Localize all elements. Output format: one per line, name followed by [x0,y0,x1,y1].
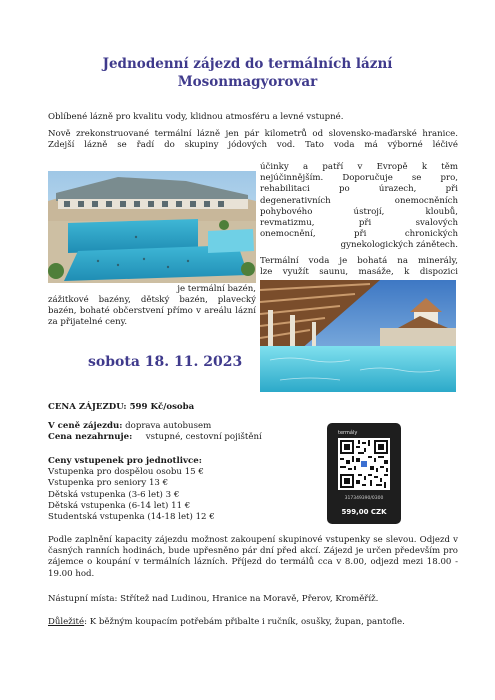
qr-account-number: 317349390/0300 [344,496,384,501]
title-line-1: Jednodenní zájezd do termálních lázní [102,56,393,72]
spa-indoor-image [260,280,456,392]
included-line [48,421,211,432]
price-value: 599 Kč/osoba [129,402,195,412]
qr-code [338,438,390,490]
spa-photo-outdoor [48,171,256,283]
important-text: : K běžným koupacím potřebám přibalte i ručník, osušky, župan, pantofle. [84,617,405,627]
ticket-item: Dětská vstupenka (3-6 let) 3 € [48,489,180,500]
important-label: Důležité [48,617,85,627]
ticket-item: Dětská vstupenka (6-14 let) 11 € [48,500,191,511]
included-value: doprava autobusem [125,421,212,431]
para2-line-2: rehabilitaci po úrazech, při [260,184,458,195]
qr-amount: 599,00 CZK [341,508,387,516]
price-label: CENA ZÁJEZDU: [48,402,127,412]
para2-text: Nově zrekonstruované termální lázně jen pár kilometrů od slovensko-maďarské hranice. Zdejší lázně se řadí do skupiny jódových vod. Tato voda má výborné léčivé [48,129,458,151]
intro-text: Oblíbené lázně pro kvalitu vody, klidnou atmosféru a levné vstupné. [48,112,344,122]
price-line [48,402,194,413]
ticket-item: Vstupenka pro dospělou osobu 15 € [48,467,204,478]
excluded-label: Cena nezahrnuje: [48,432,133,442]
tickets-heading: Ceny vstupenek pro jednotlivce: [48,456,202,466]
para2-top [48,129,458,151]
para2-line-4: pohybového ústrojí, kloubů, [260,206,458,217]
para3-line-1: lze využít saunu, masáže, k dispozici [260,266,458,277]
qr-payment-card [327,423,401,524]
page-title [40,55,455,91]
spa-photo-indoor [260,280,456,392]
para2-line-5: revmatizmu, při svalových [260,218,458,229]
para2-line-7: gynekologických zánětech. [340,240,458,251]
info-paragraph: Podle zaplnění kapacity zájezdu možnost zakoupení skupinové vstupenky se slevou. Odjezd v časných ranních hodinách, bude upřesněno pár dní před akcí. Zájezd je určen především pro zájemce o koupání v termálních lázních. Příjezd do termálů cca v 8.00, odjezd mezi 18.00 - 19.00 hod. [48,535,458,579]
trip-date: sobota 18. 11. 2023 [88,354,243,370]
para2-line-3: degenerativních onemocněních [260,195,458,206]
qr-header: termály [338,430,358,436]
para3-line-0: Termální voda je bohatá na minerály, [260,255,458,266]
boarding-points: Nástupní místa: Střítež nad Ludinou, Hranice na Moravě, Přerov, Kroměříž. [48,594,379,604]
para2-line-0: účinky a patří v Evropě k těm [260,162,458,172]
para2-line-1: nejúčinnějším. Doporučuje se pro, [260,173,458,184]
ticket-item: Vstupenka pro seniory 13 € [48,478,169,489]
qr-code-icon [338,438,390,490]
important-note [48,617,458,628]
para2-line-6: onemocnění, při chronických [260,229,458,240]
para2-right-column [260,162,458,278]
included-label: V ceně zájezdu: [48,421,123,431]
ticket-item: Studentská vstupenka (14-18 let) 12 € [48,512,215,523]
excluded-value: vstupné, cestovní pojištění [145,432,262,442]
excluded-line [48,432,262,443]
para3-continuation-first: je termální bazén, [177,284,256,294]
ticket-prices [48,456,308,523]
title-line-2: Mosonmagyorovar [177,74,318,90]
spa-outdoor-image [48,171,256,283]
para3-continuation: zážitkové bazény, dětský bazén, plavecký bazén, bohaté občerstvení přímo v areálu lázní za přijatelné ceny. [48,295,256,328]
